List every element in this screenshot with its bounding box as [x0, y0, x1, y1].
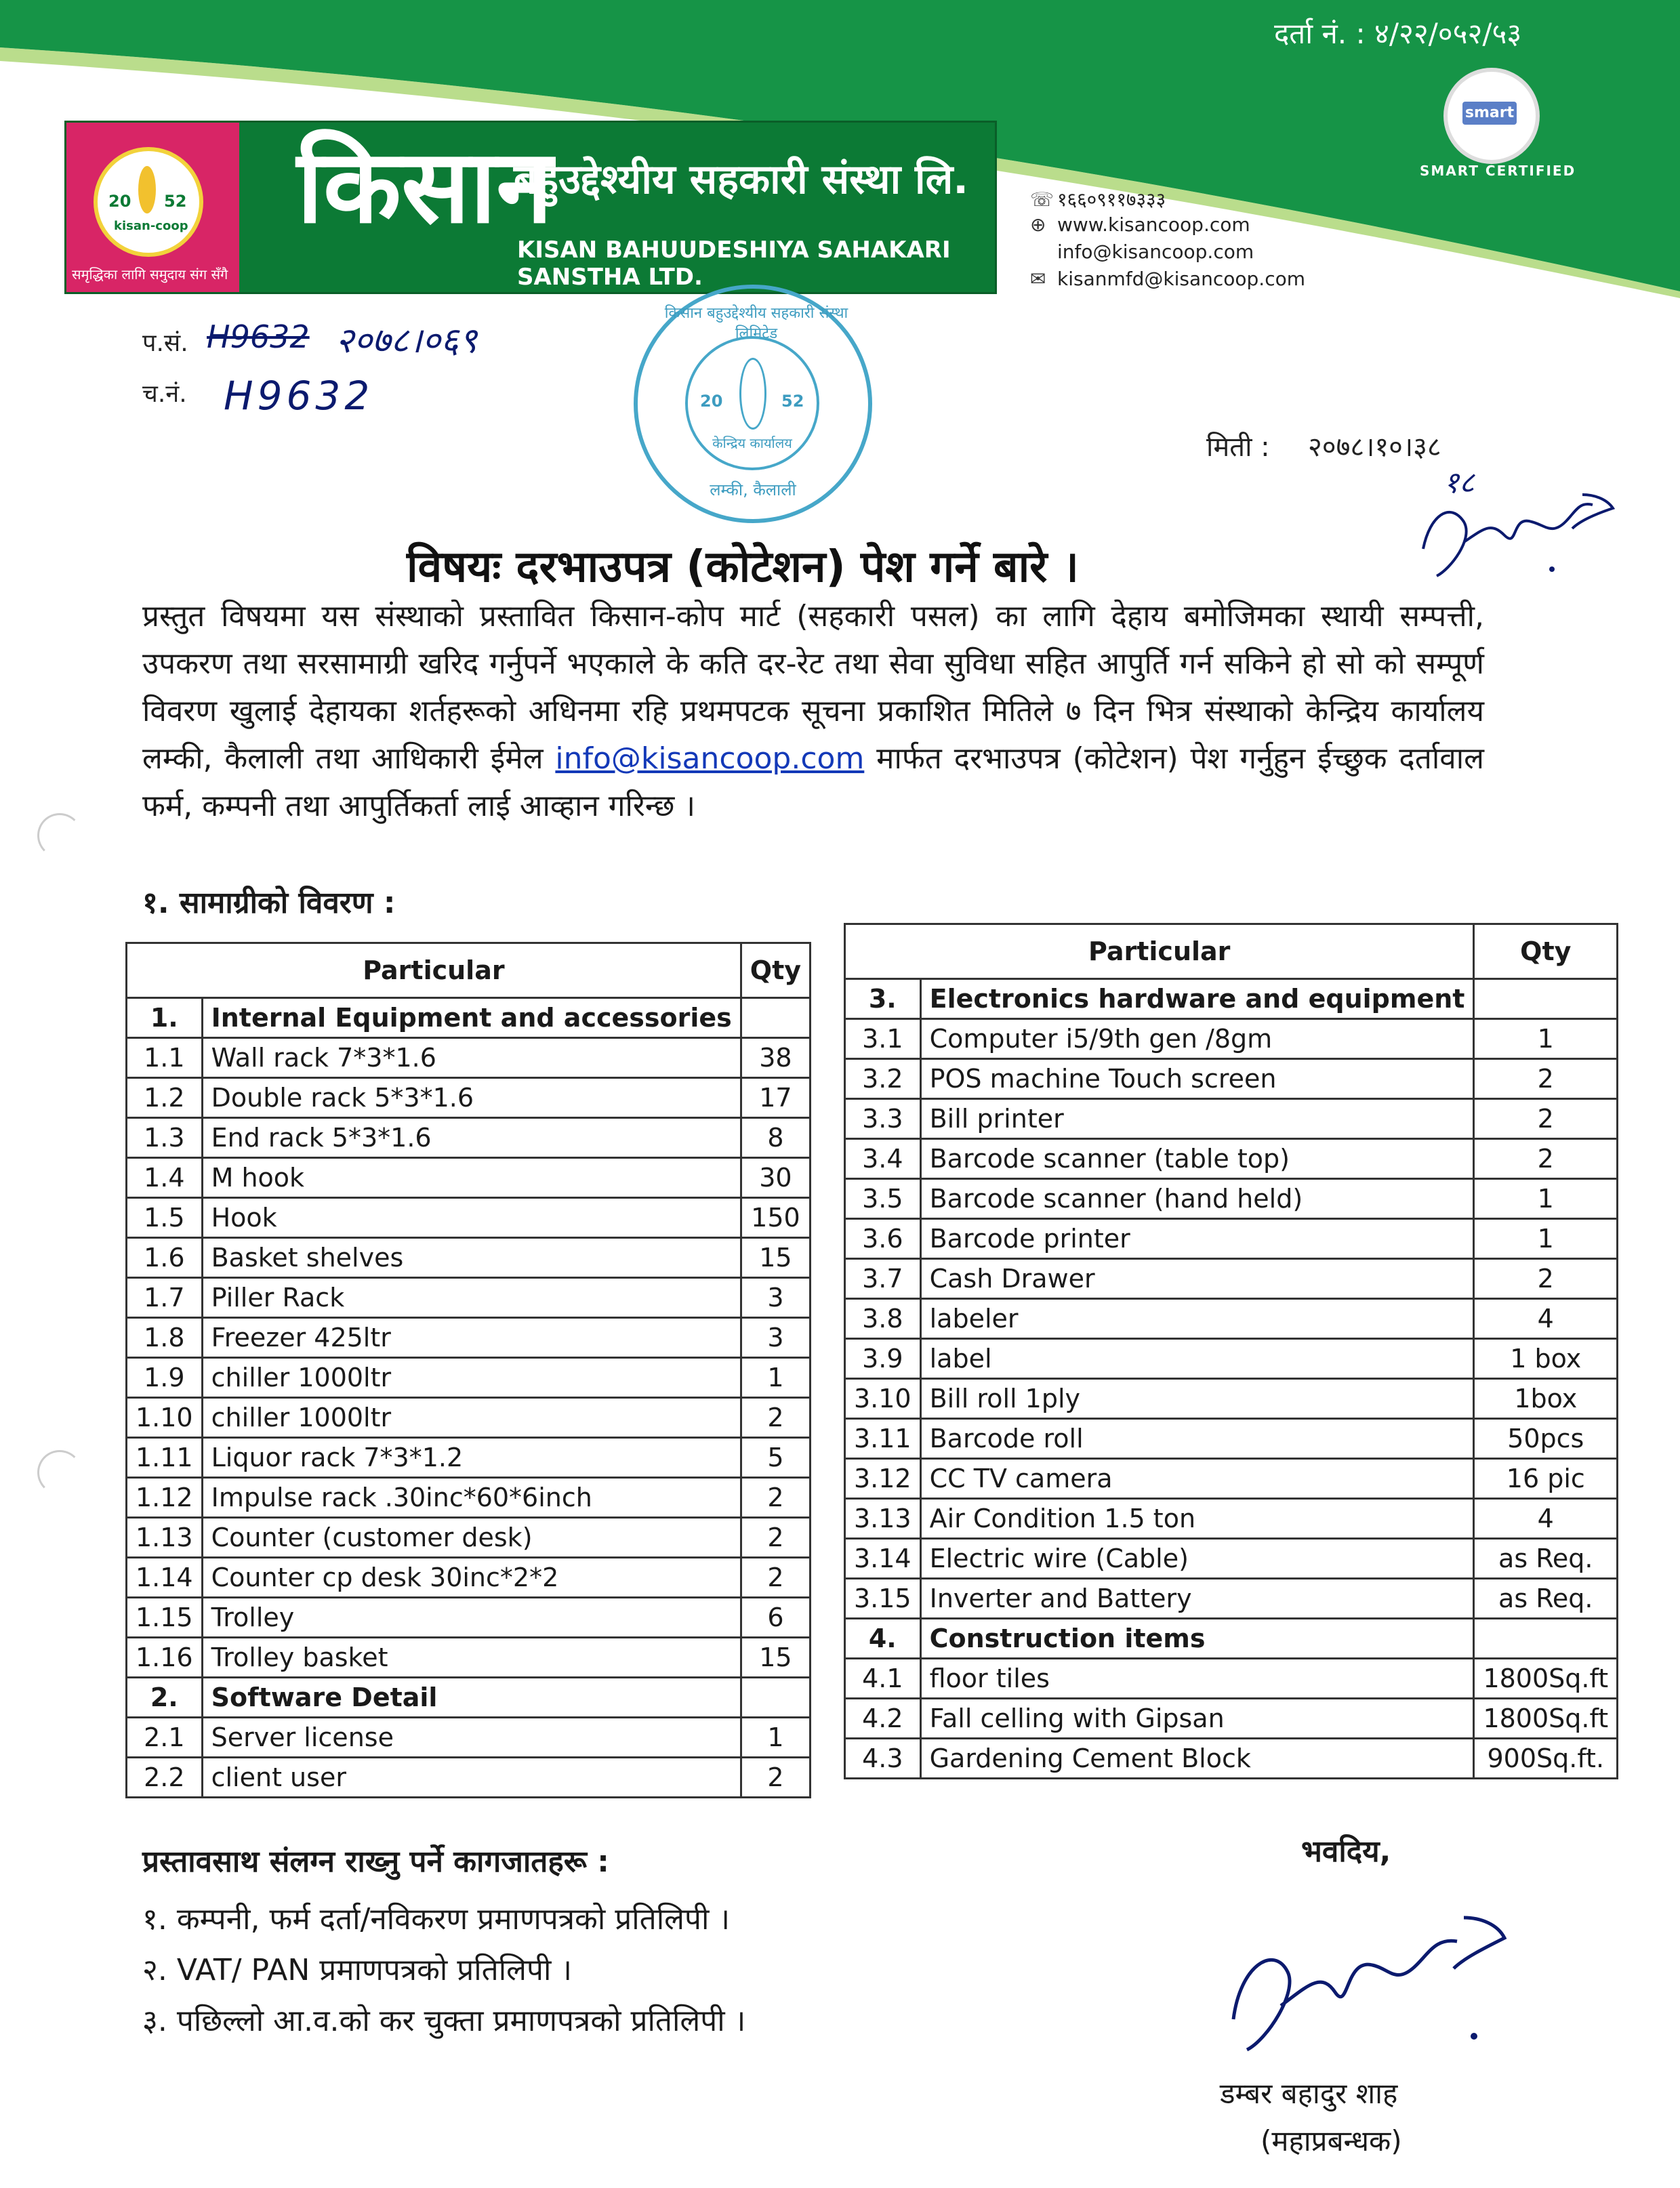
seal-bottom-text: लम्की, कैलाली [710, 480, 796, 499]
date-value: २०७८।१०।३८ [1308, 432, 1441, 463]
row-particular: Software Detail [202, 1678, 741, 1718]
row-particular: Electric wire (Cable) [920, 1539, 1474, 1579]
row-qty: 3 [741, 1318, 810, 1358]
row-qty: 50pcs [1474, 1419, 1618, 1459]
row-particular: Bill roll 1ply [920, 1379, 1474, 1419]
row-qty: as Req. [1474, 1579, 1618, 1619]
contact-website-text: www.kisancoop.com [1057, 213, 1250, 236]
row-number: 3.8 [845, 1299, 921, 1339]
row-qty: 2 [741, 1758, 810, 1798]
row-number: 1.10 [127, 1398, 203, 1438]
punch-hole [37, 813, 82, 858]
contact-email-2 [1030, 268, 1305, 290]
coop-logo [94, 147, 203, 257]
table-header-row [845, 924, 1618, 979]
row-particular: Basket shelves [202, 1238, 741, 1278]
row-qty: 6 [741, 1598, 810, 1638]
row-number: 3.6 [845, 1219, 921, 1259]
row-number: 3.13 [845, 1499, 921, 1539]
row-number: 4.1 [845, 1659, 921, 1699]
row-number: 3.12 [845, 1459, 921, 1499]
row-particular: Piller Rack [202, 1278, 741, 1318]
row-qty: 150 [741, 1198, 810, 1238]
row-number: 1.15 [127, 1598, 203, 1638]
row-number: 1. [127, 998, 203, 1038]
row-qty: 8 [741, 1118, 810, 1158]
smart-badge-text: smart [1462, 102, 1517, 125]
row-particular: Bill printer [920, 1099, 1474, 1139]
table-row [845, 1419, 1618, 1459]
contact-phone-text: १६६०९११७३३३ [1057, 188, 1166, 211]
contact-email-1 [1030, 241, 1254, 263]
ref-value: २०७८।०६९ [335, 321, 477, 361]
email-link[interactable]: info@kisancoop.com [555, 741, 865, 776]
table-header-row [127, 943, 811, 998]
table-row [845, 1259, 1618, 1299]
row-qty [741, 998, 810, 1038]
row-particular: Construction items [920, 1619, 1474, 1659]
row-particular: M hook [202, 1158, 741, 1198]
seal-corn-icon [739, 358, 766, 430]
signatory-name: डम्बर बहादुर शाह [1220, 2077, 1398, 2110]
table-row [127, 1078, 811, 1118]
brand-logo-block [64, 121, 997, 294]
dispatch-label: च.नं. [142, 380, 187, 408]
row-qty: 4 [1474, 1299, 1618, 1339]
logo-text: kisan-coop [114, 219, 188, 233]
table-row [127, 1398, 811, 1438]
corn-icon [138, 166, 156, 213]
row-particular: chiller 1000ltr [202, 1398, 741, 1438]
row-qty: 15 [741, 1638, 810, 1678]
row-particular: Hook [202, 1198, 741, 1238]
contact-email-1-text: info@kisancoop.com [1057, 241, 1254, 263]
punch-hole [37, 1450, 82, 1495]
attachment-item: १. कम्पनी, फर्म दर्ता/नविकरण प्रमाणपत्रको प्रतिलिपी । [142, 1902, 731, 1937]
row-particular: Electronics hardware and equipment [920, 979, 1474, 1019]
dispatch-value: H9632 [224, 373, 374, 419]
table-row [845, 1499, 1618, 1539]
table-row [845, 1739, 1618, 1779]
row-number: 3.1 [845, 1019, 921, 1059]
row-number: 2.1 [127, 1718, 203, 1758]
row-particular: Double rack 5*3*1.6 [202, 1078, 741, 1118]
table-row [845, 1699, 1618, 1739]
office-seal [634, 285, 872, 523]
table-row [127, 1598, 811, 1638]
table-row [127, 1278, 811, 1318]
row-number: 4. [845, 1619, 921, 1659]
table-row [845, 1019, 1618, 1059]
row-number: 3.14 [845, 1539, 921, 1579]
table-row [845, 1139, 1618, 1179]
registration-number: दर्ता नं. : ४/२२/०५२/५३ [1274, 17, 1522, 50]
table-row [845, 1179, 1618, 1219]
row-particular: chiller 1000ltr [202, 1358, 741, 1398]
row-number: 2. [127, 1678, 203, 1718]
row-qty: 1box [1474, 1379, 1618, 1419]
row-number: 1.14 [127, 1558, 203, 1598]
brand-name: किसान [297, 128, 553, 246]
row-particular: Air Condition 1.5 ton [920, 1499, 1474, 1539]
row-qty: 15 [741, 1238, 810, 1278]
row-qty [1474, 1619, 1618, 1659]
row-qty: 900Sq.ft. [1474, 1739, 1618, 1779]
row-particular: Barcode scanner (table top) [920, 1139, 1474, 1179]
attachment-item: ३. पछिल्लो आ.व.को कर चुक्ता प्रमाणपत्रको प्रतिलिपी । [142, 2004, 746, 2038]
row-qty: 4 [1474, 1499, 1618, 1539]
row-particular: Fall celling with Gipsan [920, 1699, 1474, 1739]
row-qty: 1 [1474, 1179, 1618, 1219]
section-1-title: १. सामाग्रीको विवरण : [142, 886, 396, 920]
ref-label: प.सं. [142, 329, 188, 357]
header-particular: Particular [127, 943, 741, 998]
row-qty: 2 [741, 1518, 810, 1558]
initial-signature [1410, 474, 1626, 590]
row-number: 1.12 [127, 1478, 203, 1518]
signatory-role: (महाप्रबन्धक) [1261, 2124, 1402, 2158]
row-number: 3.4 [845, 1139, 921, 1179]
row-particular: Freezer 425ltr [202, 1318, 741, 1358]
row-number: 3.10 [845, 1379, 921, 1419]
row-particular: Inverter and Battery [920, 1579, 1474, 1619]
row-number: 4.3 [845, 1739, 921, 1779]
table-row [127, 1558, 811, 1598]
closing-greeting: भवदिय, [1301, 1834, 1391, 1869]
row-qty: 16 pic [1474, 1459, 1618, 1499]
row-number: 3.2 [845, 1059, 921, 1099]
row-particular: Cash Drawer [920, 1259, 1474, 1299]
date-label: मिती : [1206, 432, 1270, 463]
row-particular: Server license [202, 1718, 741, 1758]
seal-year-left: 20 [700, 392, 723, 411]
table-row [845, 1219, 1618, 1259]
seal-inner-ring [685, 336, 819, 470]
row-number: 3.11 [845, 1419, 921, 1459]
table-row [127, 1198, 811, 1238]
table-row [127, 1758, 811, 1798]
row-particular: CC TV camera [920, 1459, 1474, 1499]
row-particular: Counter (customer desk) [202, 1518, 741, 1558]
row-particular: client user [202, 1758, 741, 1798]
row-qty [741, 1678, 810, 1718]
row-number: 1.1 [127, 1038, 203, 1078]
brand-subtitle-en: KISAN BAHUUDESHIYA SAHAKARI SANSTHA LTD. [517, 236, 951, 291]
seal-center-text: केन्द्रिय कार्यालय [712, 435, 792, 451]
brand-tagline: समृद्धिका लागि समुदाय संग सँगै [72, 266, 228, 283]
row-particular: Barcode printer [920, 1219, 1474, 1259]
row-qty: 17 [741, 1078, 810, 1118]
handwritten-signature [1213, 1891, 1525, 2060]
row-qty: 1 box [1474, 1339, 1618, 1379]
table-row [127, 1478, 811, 1518]
table-section-row [845, 979, 1618, 1019]
row-qty [1474, 979, 1618, 1019]
row-particular: Wall rack 7*3*1.6 [202, 1038, 741, 1078]
row-qty: 2 [1474, 1059, 1618, 1099]
row-number: 3.3 [845, 1099, 921, 1139]
row-number: 1.9 [127, 1358, 203, 1398]
row-number: 1.8 [127, 1318, 203, 1358]
row-particular: labeler [920, 1299, 1474, 1339]
table-row [845, 1539, 1618, 1579]
row-qty: 2 [741, 1398, 810, 1438]
table-row [127, 1318, 811, 1358]
row-particular: Internal Equipment and accessories [202, 998, 741, 1038]
ref-struck-value: H9632 [207, 318, 310, 355]
attachments-title: प्रस्तावसाथ संलग्न राख्नु पर्ने कागजातहरू : [142, 1844, 609, 1879]
row-particular: Impulse rack .30inc*60*6inch [202, 1478, 741, 1518]
seal-top-text: किसान बहुउद्देश्यीय सहकारी संस्था लिमिटेड [664, 305, 848, 342]
row-number: 1.2 [127, 1078, 203, 1118]
smart-certified-label: SMART CERTIFIED [1420, 163, 1576, 179]
row-number: 2.2 [127, 1758, 203, 1798]
body-text-after: मार्फत दरभाउपत्र (कोटेशन) पेश गर्नुहुन ईच्छुक दर्तावाल फर्म, कम्पनी तथा आपुर्तिकर्ता लाई आव्हान गरिन्छ । [142, 741, 1484, 823]
table-section-row [845, 1619, 1618, 1659]
row-number: 1.11 [127, 1438, 203, 1478]
table-section-row [127, 1678, 811, 1718]
row-qty: 2 [741, 1478, 810, 1518]
items-table-right [844, 923, 1618, 1779]
row-qty: as Req. [1474, 1539, 1618, 1579]
contact-phone [1030, 186, 1166, 212]
seal-year-right: 52 [781, 392, 804, 411]
phone-icon: ☏ [1030, 188, 1054, 211]
row-qty: 2 [1474, 1259, 1618, 1299]
row-qty: 30 [741, 1158, 810, 1198]
attachment-item: २. VAT/ PAN प्रमाणपत्रको प्रतिलिपी । [142, 1953, 573, 1987]
table-row [127, 1438, 811, 1478]
row-qty: 2 [741, 1558, 810, 1598]
table-row [127, 1038, 811, 1078]
row-particular: End rack 5*3*1.6 [202, 1118, 741, 1158]
table-row [127, 1718, 811, 1758]
row-number: 3.9 [845, 1339, 921, 1379]
row-qty: 1 [1474, 1219, 1618, 1259]
table-row [845, 1299, 1618, 1339]
date-correction: १८ [1443, 466, 1475, 500]
brand-logo-panel [66, 123, 239, 292]
table-row [127, 1158, 811, 1198]
row-number: 1.16 [127, 1638, 203, 1678]
row-qty: 2 [1474, 1099, 1618, 1139]
table-row [845, 1339, 1618, 1379]
row-number: 1.3 [127, 1118, 203, 1158]
table-row [127, 1118, 811, 1158]
table-section-row [127, 998, 811, 1038]
row-particular: Computer i5/9th gen /8gm [920, 1019, 1474, 1059]
row-qty: 1 [741, 1358, 810, 1398]
table-row [127, 1238, 811, 1278]
body-paragraph [142, 593, 1484, 830]
row-qty: 1 [1474, 1019, 1618, 1059]
row-number: 1.4 [127, 1158, 203, 1198]
body-text-before: प्रस्तुत विषयमा यस संस्थाको प्रस्तावित किसान-कोप मार्ट (सहकारी पसल) का लागि देहाय बमोजिमका स्थायी सम्पत्ती, उपकरण तथा सरसामाग्री खरिद गर्नुपर्ने भएकाले के कति दर-रेट तथा सेवा सुविधा सहित आपुर्ति गर्न सकिने हो सो को सम्पूर्ण विवरण खुलाई देहायका शर्तहरूको अधिनमा रहि प्रथमपटक सूचना प्रकाशित मितिले ७ दिन भित्र संस्थाको केन्द्रिय कार्यालय लम्की, कैलाली तथा आधिकारी ईमेल [142, 599, 1484, 776]
row-qty: 1 [741, 1718, 810, 1758]
table-row [845, 1579, 1618, 1619]
brand-subtitle-np: बहुउद्देश्यीय सहकारी संस्था लि. [514, 156, 969, 203]
row-qty: 3 [741, 1278, 810, 1318]
row-number: 1.13 [127, 1518, 203, 1558]
row-particular: Trolley basket [202, 1638, 741, 1678]
row-qty: 2 [1474, 1139, 1618, 1179]
envelope-icon: ✉ [1030, 268, 1046, 290]
logo-year-right: 52 [164, 192, 187, 211]
row-particular: Gardening Cement Block [920, 1739, 1474, 1779]
row-particular: POS machine Touch screen [920, 1059, 1474, 1099]
row-qty: 1800Sq.ft [1474, 1699, 1618, 1739]
table-row [845, 1459, 1618, 1499]
table-row [845, 1099, 1618, 1139]
items-table-left [125, 942, 811, 1798]
globe-icon: ⊕ [1030, 213, 1046, 236]
logo-year-left: 20 [108, 192, 131, 211]
table-row [127, 1358, 811, 1398]
row-particular: floor tiles [920, 1659, 1474, 1699]
row-number: 1.7 [127, 1278, 203, 1318]
row-particular: Liquor rack 7*3*1.2 [202, 1438, 741, 1478]
table-row [127, 1518, 811, 1558]
row-qty: 1800Sq.ft [1474, 1659, 1618, 1699]
row-number: 3.5 [845, 1179, 921, 1219]
subject-heading: विषयः दरभाउपत्र (कोटेशन) पेश गर्ने बारे । [407, 542, 1079, 592]
row-particular: Barcode scanner (hand held) [920, 1179, 1474, 1219]
header-qty: Qty [1474, 924, 1618, 979]
row-number: 4.2 [845, 1699, 921, 1739]
row-number: 3. [845, 979, 921, 1019]
row-particular: Barcode roll [920, 1419, 1474, 1459]
header-particular: Particular [845, 924, 1474, 979]
contact-website [1030, 213, 1250, 236]
row-particular: label [920, 1339, 1474, 1379]
row-qty: 38 [741, 1038, 810, 1078]
table-row [845, 1659, 1618, 1699]
row-number: 1.5 [127, 1198, 203, 1238]
table-row [845, 1379, 1618, 1419]
contact-email-2-text: kisanmfd@kisancoop.com [1057, 268, 1306, 290]
row-number: 3.7 [845, 1259, 921, 1299]
row-number: 1.6 [127, 1238, 203, 1278]
row-particular: Counter cp desk 30inc*2*2 [202, 1558, 741, 1598]
row-qty: 5 [741, 1438, 810, 1478]
table-row [127, 1638, 811, 1678]
row-number: 3.15 [845, 1579, 921, 1619]
row-particular: Trolley [202, 1598, 741, 1638]
smart-badge [1443, 68, 1540, 164]
table-row [845, 1059, 1618, 1099]
header-qty: Qty [741, 943, 810, 998]
